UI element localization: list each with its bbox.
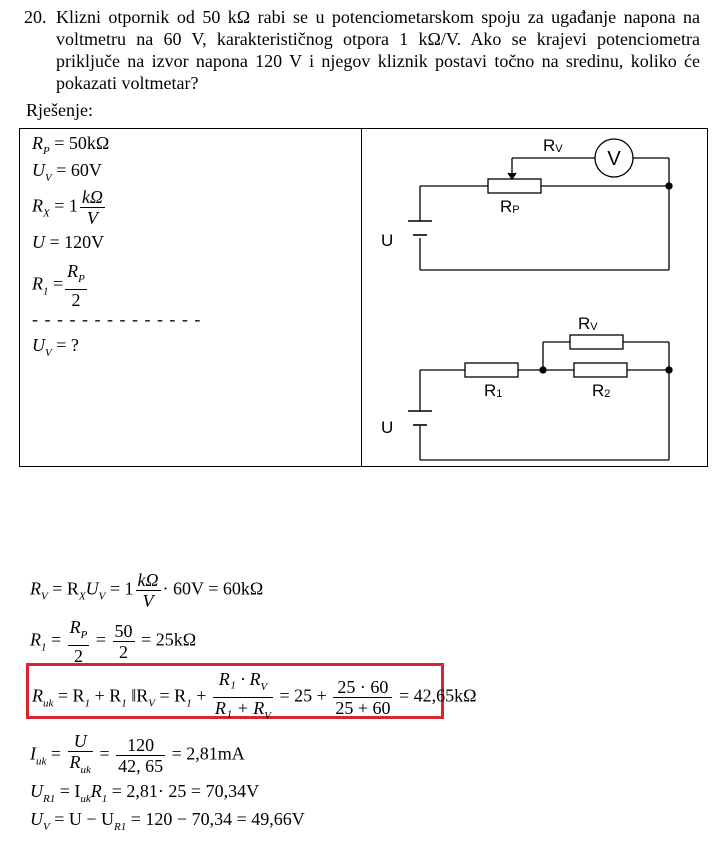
wiper-arrow — [508, 173, 516, 179]
circuit2-rv-label: RV — [578, 314, 598, 333]
circuit1-rv-label: RV — [543, 136, 563, 155]
solution-label: Rješenje: — [26, 100, 93, 120]
equation-uv: $U_V = U - U_{R1} = 120 - 70,34 = 49,66V$ — [30, 809, 305, 833]
given-r1: $R_1$ = $\frac{R_P}{2}$ — [32, 261, 85, 310]
circuit-diagrams — [362, 129, 707, 466]
r2-resistor — [574, 363, 627, 377]
equation-r1: $R_1$ = $\frac{R_P}{2}$ = $\frac{50}{2}$ = 25kΩ — [30, 617, 197, 666]
given-uv: $U_V = 60V$ — [32, 160, 102, 184]
circuit1-u-label: U — [381, 231, 394, 250]
voltmeter-label: V — [607, 148, 621, 170]
equation-iuk: $I_{uk}$ = $\frac{U}{R_{uk}}$ = $\frac{120}{42, 65}$ = 2,81mA — [30, 731, 245, 776]
problem-number: 20. — [24, 7, 47, 27]
circuit2-u-label: U — [381, 418, 394, 437]
junction-dot — [666, 183, 672, 189]
circuit1-rp-label: RP — [500, 197, 520, 216]
given-rp: $R_P = 50k\Omega$ — [32, 133, 110, 157]
problem-statement — [24, 6, 700, 94]
r1-resistor — [465, 363, 518, 377]
circuit-1 — [408, 139, 672, 270]
given-u: U = 120V — [32, 232, 105, 252]
given-rx: $R_X = 1$ $\frac{k\Omega}{V}$ — [32, 187, 103, 228]
rv-resistor — [570, 335, 623, 349]
circuit2-r1-label: R1 — [484, 381, 503, 400]
circuit2-r2-label: R2 — [592, 381, 611, 400]
equation-ruk: $R_{uk} = R_1 + R_1$ $‖R_V = R_1$ + $\frac{R_1 \cdot R_V}{R_1 + R_V}$ = 25 + $\frac{25 \cdot 60}{25 + 60}$ = 42,65kΩ — [32, 669, 477, 722]
equation-ur1: $U_{R1} = I_{uk}R_1 = 2,81\cdot 25 = 70,34V$ — [30, 781, 260, 805]
circuit-2 — [408, 335, 672, 460]
rp-resistor — [488, 179, 541, 193]
problem-text: Klizni otpornik od 50 kΩ rabi se u potenciometarskom spoju za ugađanje napona na voltmetru na 60 V, karakterističnog otpora 1 kΩ/V. Ako se krajevi potenciometra priključe na izvor napona 120 V i njegov kliznik postavi točno na sredinu, koliko će pokazati voltmetar? — [56, 7, 700, 93]
given-find: $U_V$ = ? — [32, 335, 79, 359]
given-table — [19, 128, 708, 467]
given-separator: - - - - - - - - - - - - - - — [32, 309, 202, 329]
equation-rv: $R_V = R_XU_V = 1$ $\frac{k\Omega}{V}$ · 60V = 60kΩ — [30, 570, 264, 611]
